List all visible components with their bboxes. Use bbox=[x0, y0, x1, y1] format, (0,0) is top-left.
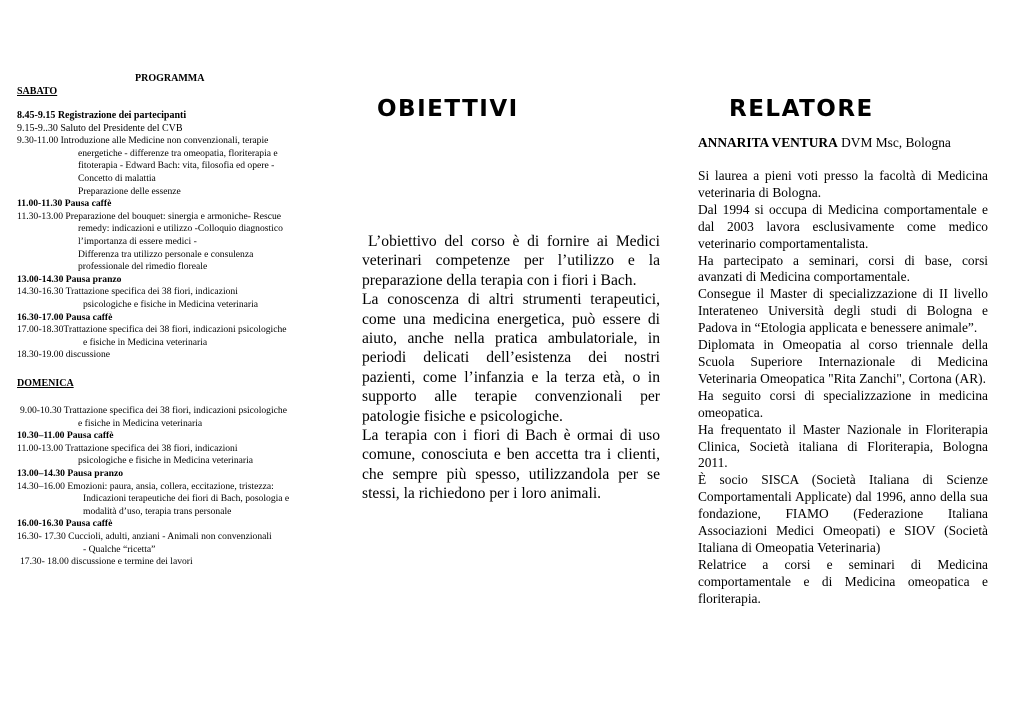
sabato-schedule bbox=[17, 110, 329, 362]
schedule-row: energetiche - differenze tra omeopatia, floriterapia e bbox=[78, 147, 278, 159]
relatore-title: RELATORE bbox=[729, 96, 874, 122]
relatore-paragraph: Ha frequentato il Master Nazionale in Floriterapia Clinica, Società italiana di Floriterapia, Bologna 2011. bbox=[698, 421, 988, 471]
schedule-row: fitoterapia - Edward Bach: vita, filosofia ed opere - bbox=[78, 160, 275, 172]
schedule-row: remedy: indicazioni e utilizzo -Colloquio diagnostico bbox=[78, 223, 283, 235]
day-heading-sabato: SABATO bbox=[17, 86, 58, 97]
schedule-row: psicologiche e fisiche in Medicina veterinaria bbox=[78, 455, 254, 467]
obiettivi-text bbox=[362, 232, 660, 504]
schedule-row: 11.00-13.00 Trattazione specifica dei 38 fiori, indicazioni bbox=[17, 442, 238, 454]
schedule-row: l’importanza di essere medici - bbox=[78, 235, 197, 247]
relatore-bio bbox=[698, 168, 988, 608]
schedule-row: 17.30- 18.00 discussione e termine dei lavori bbox=[20, 556, 193, 568]
schedule-row: e fisiche in Medicina veterinaria bbox=[78, 417, 203, 429]
schedule-row: modalità d’uso, terapia trans personale bbox=[83, 505, 232, 517]
obiettivi-paragraph: L’obiettivo del corso è di fornire ai Medici veterinari competenze per l’utilizzo e la preparazione della terapia con i fiori i Bach. bbox=[362, 233, 660, 289]
obiettivi-paragraph: La terapia con i fiori di Bach è ormai di uso comune, conosciuta e ben accetta tra i clienti, che sempre più spesso, utilizzandola per se stessi, la richiedono per i loro animali. bbox=[362, 427, 660, 503]
domenica-schedule bbox=[17, 405, 329, 569]
schedule-row: 16.30- 17.30 Cuccioli, adulti, anziani - Animali non convenzionali bbox=[17, 530, 272, 542]
schedule-row: Differenza tra utilizzo personale e consulenza bbox=[78, 248, 254, 260]
schedule-row: 14.30–16.00 Emozioni: paura, ansia, collera, eccitazione, tristezza: bbox=[17, 480, 274, 492]
schedule-row: 18.30-19.00 discussione bbox=[17, 349, 111, 361]
schedule-row: psicologiche e fisiche in Medicina veterinaria bbox=[83, 298, 259, 310]
relatore-paragraph: Ha seguito corsi di specializzazione in medicina omeopatica. bbox=[698, 387, 988, 420]
relatore-paragraph: Dal 1994 si occupa di Medicina comportamentale e dal 2003 lavora esclusivamente come medico veterinario comportamentalista. bbox=[698, 201, 988, 251]
relatore-paragraph: È socio SISCA (Società Italiana di Scienze Comportamentali Applicate) dal 1996, anno della sua fondazione, FIAMO (Federazione Italiana Associazioni Medici Omeopati) e SIOV (Società Italiana di Omeopatia Veterinaria) bbox=[698, 472, 988, 555]
schedule-row: 8.45-9.15 Registrazione dei partecipanti bbox=[17, 110, 187, 121]
schedule-row: 11.00-11.30 Pausa caffè bbox=[17, 198, 112, 210]
relatore-qualification: DVM Msc, Bologna bbox=[841, 135, 951, 150]
schedule-row: 9.00-10.30 Trattazione specifica dei 38 fiori, indicazioni psicologiche bbox=[20, 405, 287, 416]
schedule-row: - Qualche “ricetta” bbox=[83, 543, 156, 555]
schedule-row: 13.00-14.30 Pausa pranzo bbox=[17, 273, 122, 285]
schedule-row: 16.30-17.00 Pausa caffè bbox=[17, 311, 113, 323]
relatore-paragraph: Ha partecipato a seminari, corsi di base, corsi avanzati di Medicina comportamentale. bbox=[698, 252, 988, 285]
programma-title: PROGRAMMA bbox=[135, 73, 205, 84]
schedule-row: e fisiche in Medicina veterinaria bbox=[83, 336, 208, 348]
schedule-row: 17.00-18.30Trattazione specifica dei 38 fiori, indicazioni psicologiche bbox=[17, 324, 287, 336]
relatore-paragraph: Consegue il Master di specializzazione di II livello Interateneo Università degli studi di Bologna e Padova in “Etologia applicata e benessere animale”. bbox=[698, 286, 988, 336]
obiettivi-title: OBIETTIVI bbox=[377, 96, 519, 122]
schedule-row: 9.15-9..30 Saluto del Presidente del CVB bbox=[17, 122, 183, 134]
schedule-row: 13.00–14.30 Pausa pranzo bbox=[17, 467, 124, 479]
schedule-row: Indicazioni terapeutiche dei fiori di Bach, posologia e bbox=[83, 493, 290, 505]
schedule-row: professionale del rimedio floreale bbox=[78, 261, 208, 273]
schedule-row: 10.30–11.00 Pausa caffè bbox=[17, 430, 114, 442]
relatore-paragraph: Diplomata in Omeopatia al corso triennale della Scuola Superiore Internazionale di Medicina Veterinaria Omeopatica "Rita Zanchi", Cortona (AR). bbox=[698, 337, 988, 386]
relatore-name-line bbox=[698, 135, 988, 151]
schedule-row: 16.00-16.30 Pausa caffè bbox=[17, 518, 113, 530]
schedule-row: 14.30-16.30 Trattazione specifica dei 38 fiori, indicazioni bbox=[17, 286, 238, 298]
relatore-paragraph: Si laurea a pieni voti presso la facoltà di Medicina veterinaria di Bologna. bbox=[698, 168, 988, 200]
schedule-row: Preparazione delle essenze bbox=[78, 185, 181, 197]
relatore-paragraph: Relatrice a corsi e seminari di Medicina comportamentale e di Medicina omeopatica e floriterapia. bbox=[698, 556, 988, 606]
schedule-row: Concetto di malattia bbox=[78, 172, 156, 184]
schedule-row: 11.30-13.00 Preparazione del bouquet: sinergia e armoniche- Rescue bbox=[17, 210, 282, 222]
relatore-name: ANNARITA VENTURA bbox=[698, 135, 838, 150]
schedule-row: 9.30-11.00 Introduzione alle Medicine non convenzionali, terapie bbox=[17, 135, 269, 147]
obiettivi-paragraph: La conoscenza di altri strumenti terapeutici, come una medicina energetica, può essere di aiuto, anche nella pratica ambulatoriale, in periodi delicati dell’esistenza dei nostri pazienti, come l’infanzia e la terza età, o in supporto alle terapie convenzionali per patologie fisiche e psicologiche. bbox=[362, 291, 660, 425]
day-heading-domenica: DOMENICA bbox=[17, 378, 74, 389]
